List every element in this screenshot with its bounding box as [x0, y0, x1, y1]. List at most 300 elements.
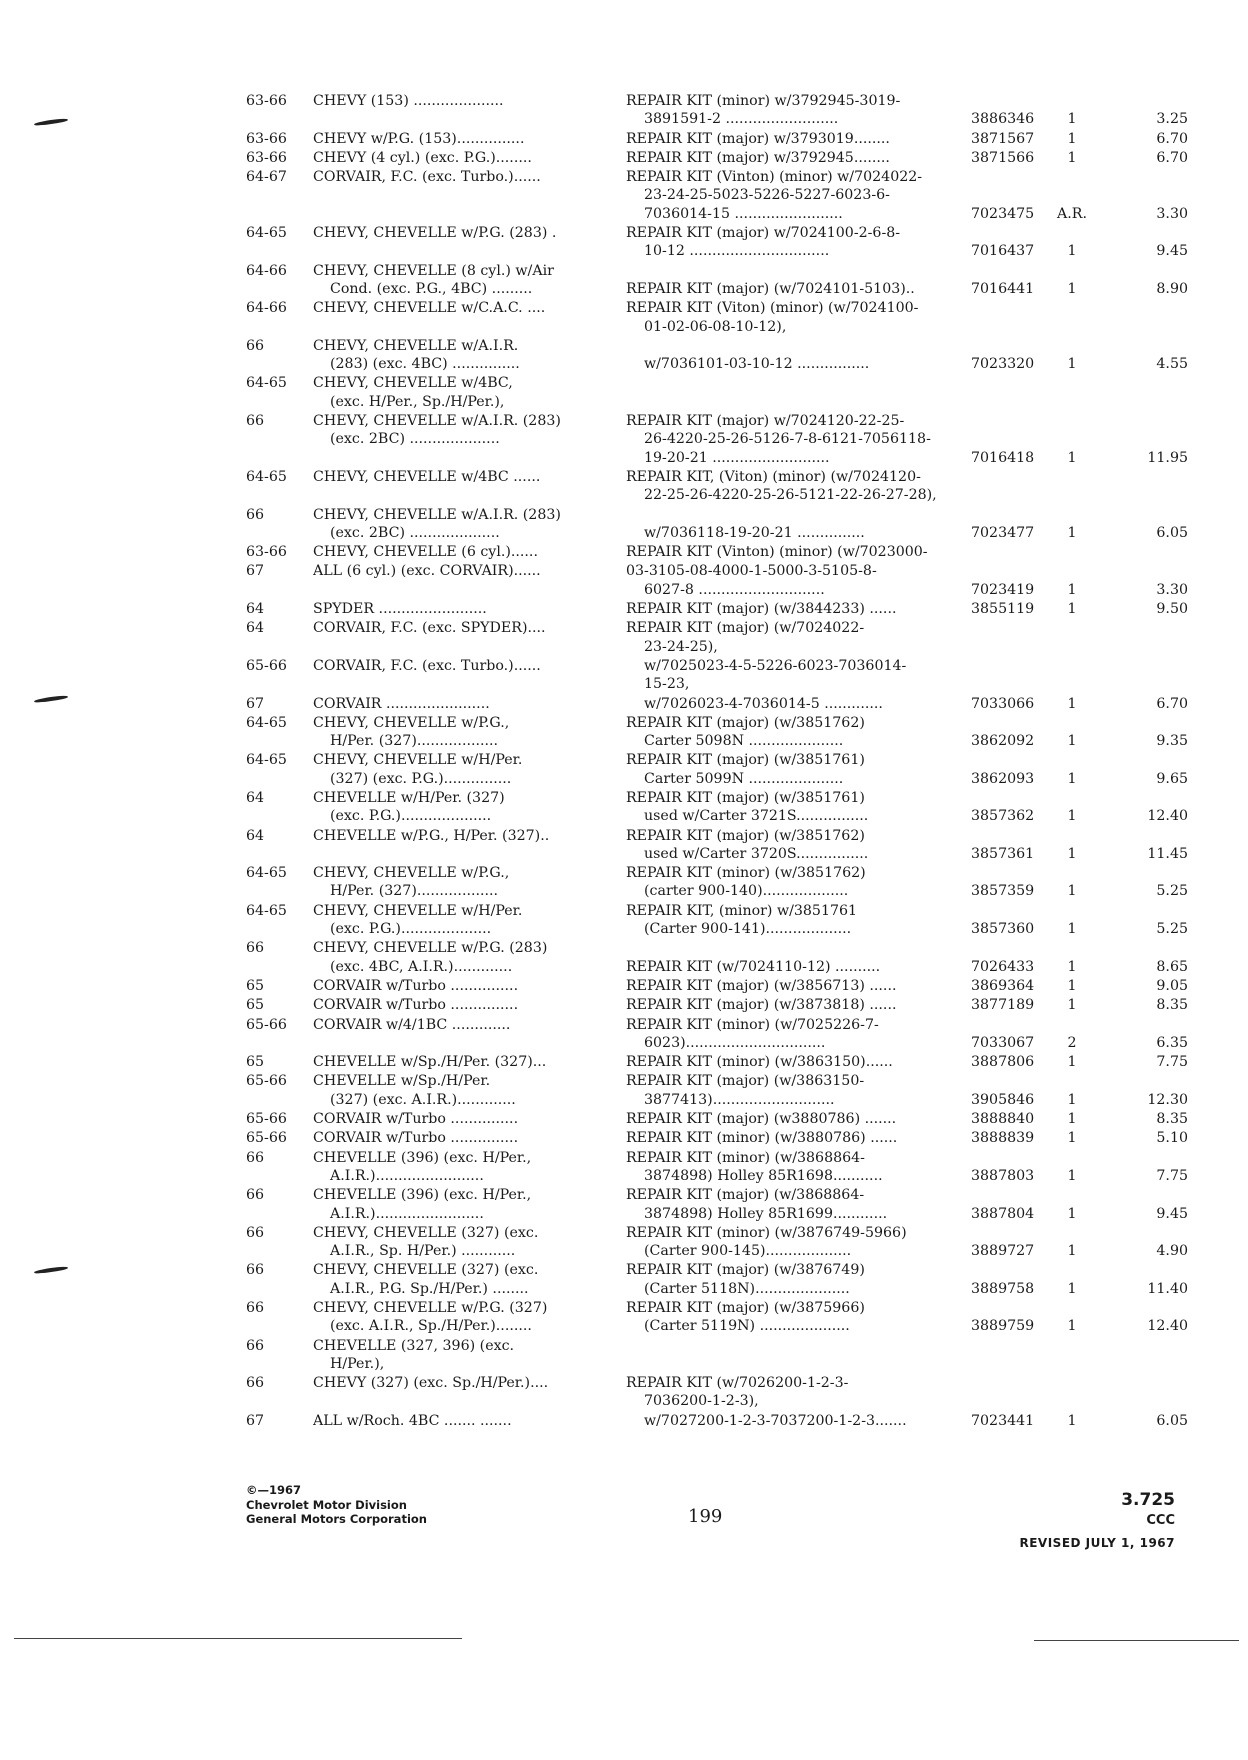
row-year-line — [246, 524, 302, 542]
row-year-line — [246, 1205, 302, 1223]
row-model — [313, 864, 603, 901]
row-year-line: 64 — [246, 620, 265, 637]
table-row — [246, 1149, 1191, 1186]
row-year-line — [246, 732, 302, 750]
row-description — [626, 1016, 956, 1053]
row-model-line: CHEVY (153) .................... — [313, 93, 504, 109]
row-part-number-line — [971, 430, 1053, 448]
row-price-line: 9.45 — [1156, 243, 1188, 260]
section-code: CCC — [1146, 1513, 1175, 1528]
row-model — [313, 1224, 603, 1261]
row-quantity-line: 1 — [1067, 770, 1077, 787]
row-year-line: 64-65 — [246, 468, 287, 485]
row-price — [1091, 468, 1188, 505]
row-price-line — [1091, 1392, 1188, 1410]
row-model-line: CHEVY, CHEVELLE w/4BC, — [313, 375, 513, 392]
row-year — [246, 1072, 302, 1109]
table-row — [246, 168, 1191, 223]
table-row — [246, 337, 1191, 374]
row-quantity — [1054, 695, 1090, 713]
row-price — [1091, 619, 1188, 656]
table-row — [246, 902, 1191, 939]
row-part-number — [971, 224, 1053, 261]
row-description-line: REPAIR KIT (minor) (w/3868864- — [626, 1149, 865, 1166]
row-quantity — [1054, 1299, 1090, 1336]
row-model-line: (exc. H/Per., Sp./H/Per.), — [330, 393, 505, 410]
row-description-line — [626, 1355, 956, 1373]
row-model — [313, 600, 603, 618]
row-part-number-line: 3877189 — [971, 997, 1035, 1014]
row-quantity — [1054, 224, 1090, 261]
row-model-line: CORVAIR w/Turbo ............... — [313, 1111, 519, 1128]
row-model — [313, 299, 603, 336]
row-part-number-line — [971, 1374, 1053, 1392]
table-row — [246, 1299, 1191, 1336]
row-model-line: CORVAIR, F.C. (exc. Turbo.)...... — [313, 657, 541, 674]
row-quantity — [1054, 168, 1090, 223]
row-quantity — [1054, 412, 1090, 467]
row-price-line — [1091, 92, 1188, 110]
row-year — [246, 1149, 302, 1186]
row-price — [1091, 714, 1188, 751]
row-model-line: A.I.R.)........................ — [330, 1167, 484, 1184]
table-row — [246, 1337, 1191, 1374]
row-year — [246, 299, 302, 336]
row-description-line — [626, 1337, 956, 1355]
row-price-line — [1091, 262, 1188, 280]
row-model — [313, 1374, 603, 1411]
row-model-line — [313, 486, 603, 504]
table-row — [246, 412, 1191, 467]
row-description-line: w/7036118-19-20-21 ............... — [644, 524, 865, 541]
row-quantity-line — [1054, 1186, 1090, 1204]
table-row — [246, 789, 1191, 826]
row-year-line: 66 — [246, 940, 265, 957]
row-price-line: 12.40 — [1147, 1318, 1188, 1335]
row-year — [246, 1374, 302, 1411]
row-model — [313, 902, 603, 939]
row-model — [313, 1016, 603, 1053]
row-part-number-line: 3871566 — [971, 149, 1035, 166]
row-part-number — [971, 1149, 1053, 1186]
row-price — [1091, 827, 1188, 864]
table-row — [246, 1110, 1191, 1128]
row-description-line: used w/Carter 3720S................ — [644, 845, 869, 862]
row-quantity-line — [1054, 468, 1090, 486]
row-part-number-line — [971, 1392, 1053, 1410]
row-description-line: REPAIR KIT, (Viton) (minor) (w/7024120- — [626, 468, 921, 485]
table-row — [246, 977, 1191, 995]
row-model-line: CHEVY (4 cyl.) (exc. P.G.)........ — [313, 149, 532, 166]
row-description-line: (Carter 900-141)................... — [644, 921, 852, 938]
punch-mark — [34, 695, 68, 704]
row-price-line: 7.75 — [1156, 1167, 1188, 1184]
row-description — [626, 1149, 956, 1186]
row-description — [626, 1110, 956, 1128]
row-year — [246, 1224, 302, 1261]
row-quantity-line — [1054, 186, 1090, 204]
bottom-rule — [1034, 1640, 1239, 1641]
row-quantity-line — [1054, 939, 1090, 957]
row-price — [1091, 1016, 1188, 1053]
row-part-number-line: 7033067 — [971, 1034, 1035, 1051]
row-description-line: REPAIR KIT (major) (w/7024022- — [626, 620, 865, 637]
row-part-number-line: 3862093 — [971, 770, 1035, 787]
row-price-line — [1091, 168, 1188, 186]
row-description — [626, 600, 956, 618]
row-quantity-line — [1054, 902, 1090, 920]
row-price-line — [1091, 337, 1188, 355]
row-price-line: 5.25 — [1156, 883, 1188, 900]
row-year-line: 64-66 — [246, 262, 287, 279]
row-quantity-line — [1054, 1016, 1090, 1034]
row-price — [1091, 902, 1188, 939]
row-model — [313, 1110, 603, 1128]
row-part-number — [971, 92, 1053, 129]
row-year-line: 64-66 — [246, 300, 287, 317]
row-model — [313, 1186, 603, 1223]
row-price-line: 3.30 — [1156, 581, 1188, 598]
row-year-line — [246, 318, 302, 336]
row-model — [313, 827, 603, 864]
table-row — [246, 149, 1191, 167]
row-description-line: (Carter 5118N)..................... — [644, 1280, 850, 1297]
table-row — [246, 299, 1191, 336]
row-quantity-line — [1054, 486, 1090, 504]
row-year-line — [246, 242, 302, 260]
row-year — [246, 600, 302, 618]
row-year — [246, 130, 302, 148]
row-quantity — [1054, 977, 1090, 995]
row-description-line: REPAIR KIT (w/7024110-12) .......... — [626, 958, 881, 975]
row-quantity-line — [1054, 864, 1090, 882]
row-description — [626, 1337, 956, 1374]
row-part-number — [971, 562, 1053, 599]
punch-mark — [34, 118, 68, 127]
row-price — [1091, 130, 1188, 148]
row-year-line — [246, 280, 302, 298]
row-price — [1091, 299, 1188, 336]
row-part-number-line — [971, 1016, 1053, 1034]
row-model-line: CHEVY, CHEVELLE w/C.A.C. .... — [313, 300, 546, 317]
row-part-number — [971, 506, 1053, 543]
row-model — [313, 714, 603, 751]
row-quantity — [1054, 1337, 1090, 1374]
row-description — [626, 695, 956, 713]
row-quantity-line: 1 — [1067, 1167, 1077, 1184]
row-part-number-line: 3887806 — [971, 1054, 1035, 1071]
table-row — [246, 1186, 1191, 1223]
row-part-number-line: 3905846 — [971, 1091, 1035, 1108]
row-model-line: Cond. (exc. P.G., 4BC) ......... — [330, 280, 533, 297]
row-year-line: 67 — [246, 563, 265, 580]
row-year — [246, 695, 302, 713]
row-price-line: 11.45 — [1147, 845, 1188, 862]
row-price-line: 8.90 — [1156, 280, 1188, 297]
row-description-line: REPAIR KIT (major) (w/3844233) ...... — [626, 601, 897, 618]
row-description — [626, 337, 956, 374]
row-description — [626, 412, 956, 467]
row-description-line: REPAIR KIT (major) (w/3868864- — [626, 1187, 865, 1204]
row-description-line: REPAIR KIT (major) (w/3873818) ...... — [626, 997, 897, 1014]
row-model-line: CHEVY, CHEVELLE w/P.G. (283) — [313, 940, 548, 957]
row-year-line: 64-65 — [246, 375, 287, 392]
row-quantity-line — [1054, 657, 1090, 675]
table-row — [246, 657, 1191, 694]
row-description — [626, 827, 956, 864]
row-part-number-line: 3887803 — [971, 1167, 1035, 1184]
row-part-number-line — [971, 902, 1053, 920]
row-description-line: w/7027200-1-2-3-7037200-1-2-3....... — [644, 1412, 907, 1429]
row-year-line: 65-66 — [246, 1073, 287, 1090]
row-model-line — [313, 205, 603, 223]
row-price-line: 6.70 — [1156, 149, 1188, 166]
row-quantity-line: 1 — [1067, 977, 1077, 994]
row-year — [246, 1186, 302, 1223]
row-quantity-line — [1054, 562, 1090, 580]
table-row — [246, 1053, 1191, 1071]
bottom-rule — [14, 1638, 462, 1639]
row-description-line: (Carter 900-145)................... — [644, 1243, 852, 1260]
row-price-line: 6.35 — [1156, 1034, 1188, 1051]
row-part-number-line: 3887804 — [971, 1205, 1035, 1222]
row-quantity-line: 1 — [1067, 1091, 1077, 1108]
row-part-number-line — [971, 1149, 1053, 1167]
row-model-line: CHEVY, CHEVELLE w/H/Per. — [313, 902, 523, 919]
row-quantity-line: 1 — [1067, 356, 1077, 373]
row-model — [313, 695, 603, 713]
row-quantity-line: 1 — [1067, 243, 1077, 260]
row-description-line: Carter 5098N ..................... — [644, 733, 844, 750]
row-model — [313, 562, 603, 599]
row-year — [246, 92, 302, 129]
row-year-line — [246, 1034, 302, 1052]
row-description-line: 3874898) Holley 85R1698........... — [644, 1167, 883, 1184]
section-number: 3.725 — [1121, 1490, 1175, 1510]
row-quantity-line: 1 — [1067, 1054, 1077, 1071]
row-model — [313, 1299, 603, 1336]
row-year-line: 64-67 — [246, 169, 287, 186]
row-description-line: REPAIR KIT (minor) (w/3863150)...... — [626, 1054, 893, 1071]
row-year — [246, 1129, 302, 1147]
row-description-line: REPAIR KIT (major) (w/3851762) — [626, 714, 865, 731]
table-row — [246, 1374, 1191, 1411]
punch-mark — [34, 1266, 68, 1275]
row-description — [626, 1186, 956, 1223]
row-year-line — [246, 1091, 302, 1109]
row-description — [626, 1412, 956, 1430]
row-part-number-line: 7023419 — [971, 581, 1035, 598]
row-description-line: 10-12 ............................... — [644, 243, 830, 260]
row-model — [313, 92, 603, 129]
row-description-line: REPAIR KIT, (minor) w/3851761 — [626, 902, 858, 919]
row-quantity-line — [1054, 1072, 1090, 1090]
row-quantity-line: 1 — [1067, 130, 1077, 147]
row-part-number-line — [971, 412, 1053, 430]
row-quantity — [1054, 619, 1090, 656]
row-description-line: 6027-8 ............................ — [644, 581, 825, 598]
row-model — [313, 337, 603, 374]
row-description — [626, 262, 956, 299]
row-quantity-line: 1 — [1067, 1318, 1077, 1335]
row-description-line: 19-20-21 .......................... — [644, 449, 830, 466]
row-year — [246, 543, 302, 561]
row-year-line — [246, 638, 302, 656]
row-price-line — [1091, 562, 1188, 580]
row-part-number-line — [971, 1355, 1053, 1373]
row-part-number-line — [971, 1186, 1053, 1204]
row-part-number — [971, 1412, 1053, 1430]
row-model — [313, 1337, 603, 1374]
row-price — [1091, 262, 1188, 299]
row-quantity — [1054, 657, 1090, 694]
row-model — [313, 1129, 603, 1147]
row-quantity — [1054, 562, 1090, 599]
row-part-number — [971, 600, 1053, 618]
row-price — [1091, 1072, 1188, 1109]
row-part-number — [971, 789, 1053, 826]
row-price-line: 9.45 — [1156, 1205, 1188, 1222]
row-price-line: 9.35 — [1156, 733, 1188, 750]
row-description — [626, 619, 956, 656]
row-year-line: 67 — [246, 695, 265, 712]
row-model — [313, 1149, 603, 1186]
row-model — [313, 657, 603, 694]
row-quantity — [1054, 1374, 1090, 1411]
row-description — [626, 224, 956, 261]
row-part-number-line: 3886346 — [971, 111, 1035, 128]
row-year-line: 65-66 — [246, 1130, 287, 1147]
row-quantity-line: 1 — [1067, 695, 1077, 712]
row-part-number-line: 3888839 — [971, 1130, 1035, 1147]
row-part-number-line: 3857361 — [971, 845, 1035, 862]
row-quantity-line: 1 — [1067, 280, 1077, 297]
row-quantity-line: 1 — [1067, 1412, 1077, 1429]
row-year-line: 63-66 — [246, 149, 287, 166]
table-row — [246, 1224, 1191, 1261]
row-year-line: 66 — [246, 413, 265, 430]
row-price-line: 9.05 — [1156, 977, 1188, 994]
row-description — [626, 902, 956, 939]
row-price-line — [1091, 939, 1188, 957]
row-quantity-line — [1054, 168, 1090, 186]
row-quantity — [1054, 1412, 1090, 1430]
row-quantity-line: 1 — [1067, 958, 1077, 975]
corporation-name: General Motors Corporation — [246, 1512, 427, 1526]
row-model — [313, 468, 603, 505]
table-row — [246, 827, 1191, 864]
row-price-line — [1091, 186, 1188, 204]
row-price-line — [1091, 543, 1188, 561]
row-model — [313, 543, 603, 561]
row-price-line — [1091, 412, 1188, 430]
row-part-number — [971, 262, 1053, 299]
row-model-line: A.I.R., Sp. H/Per.) ............ — [330, 1243, 516, 1260]
row-price — [1091, 977, 1188, 995]
row-price-line: 4.90 — [1156, 1243, 1188, 1260]
row-quantity — [1054, 299, 1090, 336]
row-model-line: (exc. A.I.R., Sp./H/Per.)........ — [330, 1318, 532, 1335]
row-model-line — [313, 242, 603, 260]
row-year-line — [246, 1167, 302, 1185]
row-description — [626, 789, 956, 826]
row-part-number-line — [971, 619, 1053, 637]
row-price-line — [1091, 1016, 1188, 1034]
row-year-line — [246, 882, 302, 900]
row-year-line: 65 — [246, 997, 265, 1014]
row-description-line: REPAIR KIT (major) (w/7024101-5103).. — [626, 280, 915, 297]
row-model-line: CHEVELLE (396) (exc. H/Per., — [313, 1187, 532, 1204]
row-quantity-line — [1054, 1337, 1090, 1355]
row-description-line: 7036014-15 ........................ — [644, 205, 843, 222]
row-year-line: 66 — [246, 1337, 265, 1354]
row-price-line: 4.55 — [1156, 356, 1188, 373]
page-number: 199 — [688, 1506, 723, 1527]
row-part-number — [971, 902, 1053, 939]
row-quantity-line: 1 — [1067, 524, 1077, 541]
row-quantity-line — [1054, 1149, 1090, 1167]
row-description-line: REPAIR KIT (major) (w/3851762) — [626, 827, 865, 844]
row-description-line: used w/Carter 3721S................ — [644, 808, 869, 825]
row-model-line: CHEVY, CHEVELLE (8 cyl.) w/Air — [313, 262, 554, 279]
row-year — [246, 714, 302, 751]
row-description-line: REPAIR KIT (major) w/7024120-22-25- — [626, 413, 905, 430]
parts-listing — [246, 92, 1191, 1431]
row-description-line: REPAIR KIT (minor) (w/3880786) ...... — [626, 1130, 898, 1147]
row-quantity-line — [1054, 430, 1090, 448]
row-price-line: 6.70 — [1156, 130, 1188, 147]
row-part-number — [971, 543, 1053, 561]
row-description — [626, 168, 956, 223]
row-model-line: CHEVY, CHEVELLE w/A.I.R. (283) — [313, 506, 561, 523]
row-part-number-line — [971, 318, 1053, 336]
row-quantity — [1054, 939, 1090, 976]
row-quantity-line — [1054, 1224, 1090, 1242]
row-description-line: 01-02-06-08-10-12), — [644, 318, 787, 335]
row-year-line — [246, 110, 302, 128]
row-price-line — [1091, 1261, 1188, 1279]
table-row — [246, 468, 1191, 505]
row-model-line: A.I.R., P.G. Sp./H/Per.) ........ — [330, 1280, 529, 1297]
row-year-line — [246, 920, 302, 938]
row-description-line: REPAIR KIT (major) (w/3856713) ...... — [626, 977, 897, 994]
row-description-line: REPAIR KIT (minor) (w/3876749-5966) — [626, 1224, 907, 1241]
row-year-line: 64 — [246, 827, 265, 844]
row-year-line — [246, 449, 302, 467]
row-model-line: CHEVY (327) (exc. Sp./H/Per.).... — [313, 1375, 549, 1392]
row-year — [246, 1016, 302, 1053]
row-part-number — [971, 468, 1053, 505]
row-description — [626, 130, 956, 148]
row-description — [626, 92, 956, 129]
row-part-number — [971, 714, 1053, 751]
row-price-line — [1091, 224, 1188, 242]
row-part-number — [971, 977, 1053, 995]
row-description-line: REPAIR KIT (major) (w/3875966) — [626, 1300, 865, 1316]
row-description — [626, 939, 956, 976]
row-description — [626, 1072, 956, 1109]
row-year — [246, 827, 302, 864]
row-year-line — [246, 770, 302, 788]
row-model — [313, 789, 603, 826]
row-year-line: 66 — [246, 1187, 265, 1204]
row-quantity-line: 1 — [1067, 808, 1077, 825]
row-model-line: CHEVY, CHEVELLE w/H/Per. — [313, 752, 523, 769]
row-description-line: REPAIR KIT (major) w/3793019........ — [626, 130, 890, 147]
row-description-line: REPAIR KIT (major) w/7024100-2-6-8- — [626, 225, 901, 242]
row-model-line: CORVAIR w/4/1BC ............. — [313, 1016, 511, 1033]
row-price — [1091, 1053, 1188, 1071]
